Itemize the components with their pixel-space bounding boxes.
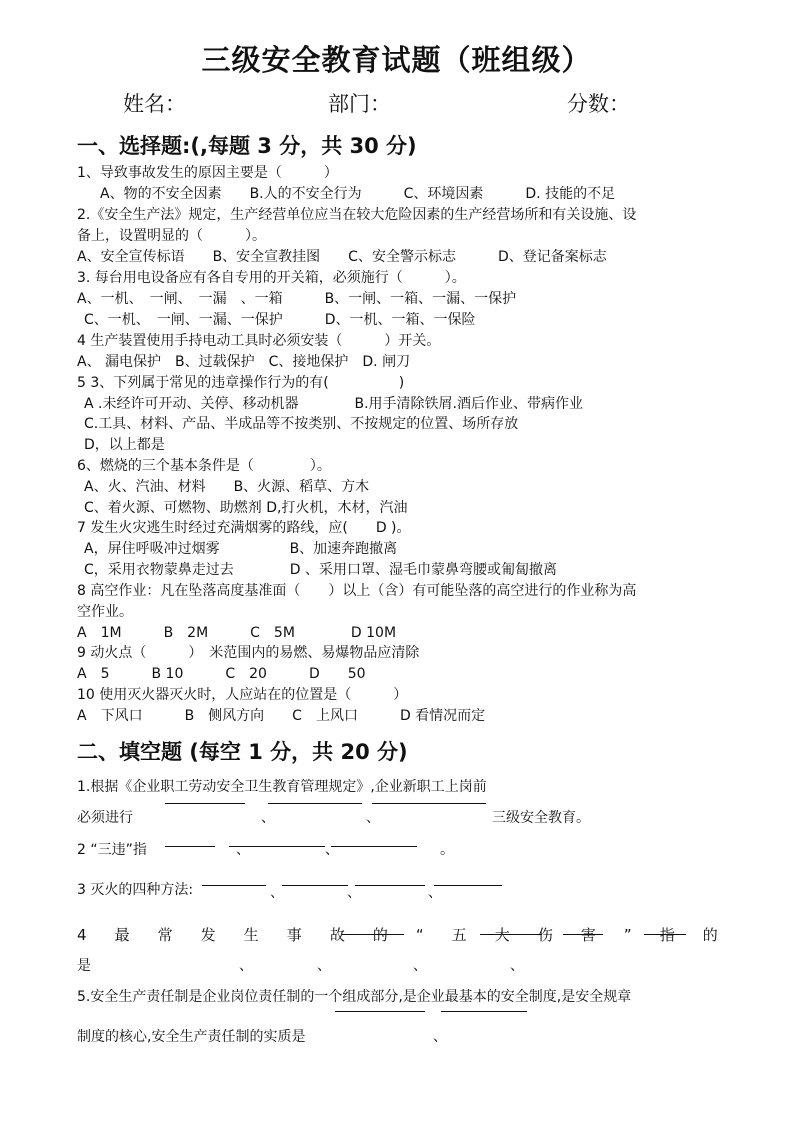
fill-question-2: 2 “三违”指 [77, 842, 147, 858]
answer-blank[interactable] [268, 803, 362, 804]
score-label: 分数： [567, 92, 630, 116]
char: 的 [372, 926, 388, 944]
char: “ [415, 926, 424, 944]
answer-blank[interactable] [441, 1011, 527, 1012]
separator: 、 [239, 958, 253, 974]
period: 。 [440, 842, 454, 858]
answer-blank[interactable] [331, 846, 417, 847]
name-label: 姓名： [123, 92, 186, 116]
question-2: 2.《安全生产法》规定，生产经营单位应当在较大危险因素的生产经营场所和有关设施、设 [77, 207, 637, 223]
answer-blank[interactable] [282, 885, 348, 886]
fill-question-1-cont: 必须进行 [77, 810, 133, 826]
char: 指 [659, 926, 675, 944]
separator: 、 [236, 842, 250, 858]
section-2-heading: 二、填空题 (每空 1 分，共 20 分) [77, 740, 408, 764]
char: 4 [77, 926, 87, 944]
separator: 、 [413, 958, 427, 974]
char: 最 [114, 926, 130, 944]
char: 发 [200, 926, 216, 944]
question-8-cont: 空作业。 [77, 604, 133, 620]
answer-blank[interactable] [563, 934, 603, 935]
question-3-options-ab: A、一机、 一闸、 一漏 、一箱 B、一闸、一箱、一漏、一保护 [77, 291, 517, 307]
question-3: 3. 每台用电设备应有各自专用的开关箱，必须施行（ ）。 [77, 270, 466, 286]
question-8-options: A 1M B 2M C 5M D 10M [77, 625, 397, 641]
char: 的 [702, 926, 718, 944]
char: 故 [329, 926, 345, 944]
question-6: 6、燃烧的三个基本条件是（ ）。 [77, 458, 331, 474]
question-7-options-cd: C，采用衣物蒙鼻走过去 D 、采用口罩、湿毛巾蒙鼻弯腰或匍匐撤离 [84, 562, 558, 578]
question-4-options: A、 漏电保护 B、过载保护 C、接地保护 D. 闸刀 [77, 354, 411, 370]
question-9-options: A 5 B 10 C 20 D 50 [77, 666, 366, 682]
char: 五 [451, 926, 467, 944]
question-2-options: A、安全宣传标语 B、安全宣教挂图 C、安全警示标志 D、登记备案标志 [77, 249, 607, 265]
char: 生 [243, 926, 259, 944]
answer-blank[interactable] [335, 1011, 425, 1012]
answer-blank[interactable] [372, 803, 486, 804]
fill-question-5: 5.安全生产责任制是企业岗位责任制的一个组成部分,是企业最基本的安全制度,是安全规章 [77, 989, 632, 1005]
question-7-options-ab: A，屏住呼吸冲过烟雾 B、加速奔跑撤离 [84, 541, 398, 557]
char: 害 [580, 926, 596, 944]
fill-question-4-cont: 是 [77, 958, 91, 974]
separator: 、 [428, 885, 442, 901]
separator: 、 [347, 885, 361, 901]
question-6-options-ab: A、火、汽油、材料 B、火源、稻草、方木 [84, 479, 370, 495]
fill-question-3: 3 灭火的四种方法: [77, 882, 194, 898]
question-5-option-c: C.工具、材料、产品、半成品等不按类别、不按规定的位置、场所存放 [84, 416, 519, 432]
question-10: 10 使用灭火器灭火时，人应站在的位置是（ ） [77, 687, 408, 703]
question-6-options-cd: C、着火源、可燃物、助燃剂 D,打火机，木材，汽油 [84, 500, 408, 516]
answer-blank[interactable] [342, 934, 404, 935]
question-3-options-cd: C、一机、 一闸、一漏、一保护 D、一机、一箱、一保险 [84, 312, 476, 328]
char: 事 [286, 926, 302, 944]
answer-blank[interactable] [165, 846, 215, 847]
question-5-options-ab: A .未经许可开动、关停、移动机器 B.用手清除铁屑.酒后作业、带病作业 [84, 396, 583, 412]
question-1-options: A、物的不安全因素 B.人的不安全行为 C、环境因素 D. 技能的不足 [100, 186, 616, 202]
char: 常 [157, 926, 173, 944]
question-5-option-d: D，以上都是 [84, 437, 165, 453]
separator: 、 [317, 958, 331, 974]
char: 伤 [537, 926, 553, 944]
section-1-heading: 一、选择题:(,每题 3 分，共 30 分) [77, 134, 417, 158]
separator: 、 [261, 810, 275, 826]
question-8: 8 高空作业：凡在坠落高度基准面（ ）以上（含）有可能坠落的高空进行的作业称为高 [77, 583, 637, 599]
page-title: 三级安全教育试题（班组级） [201, 43, 592, 77]
separator: 、 [433, 1029, 447, 1045]
separator: 、 [270, 885, 284, 901]
answer-blank[interactable] [355, 885, 425, 886]
question-5: 5 3、下列属于常见的违章操作行为的有( ) [77, 375, 405, 391]
separator: 、 [366, 810, 380, 826]
answer-blank[interactable] [202, 885, 266, 886]
question-9: 9 动火点（ ） 米范围内的易燃、易爆物品应清除 [77, 645, 420, 661]
fill-question-1: 1.根据《企业职工劳动安全卫生教育管理规定》,企业新职工上岗前 [77, 779, 487, 795]
question-10-options: A 下风口 B 侧风方向 C 上风口 D 看情况而定 [77, 708, 486, 724]
separator: 、 [510, 958, 524, 974]
answer-blank[interactable] [644, 934, 686, 935]
fill-question-5-cont: 制度的核心,安全生产责任制的实质是 [77, 1029, 306, 1045]
char: ” [623, 926, 632, 944]
char: 大 [494, 926, 510, 944]
question-2-cont: 备上，设置明显的（ ）。 [77, 228, 266, 244]
fill-question-1-end: 三级安全教育。 [492, 810, 590, 826]
separator: 、 [325, 842, 339, 858]
fill-question-4 [77, 926, 718, 944]
question-4: 4 生产装置使用手持电动工具时必须安装（ ）开关。 [77, 333, 441, 349]
answer-blank[interactable] [165, 803, 245, 804]
answer-blank[interactable] [480, 934, 542, 935]
answer-blank[interactable] [434, 885, 502, 886]
department-label: 部门： [328, 92, 391, 116]
question-1: 1、导致事故发生的原因主要是（ ） [77, 165, 338, 181]
question-7: 7 发生火灾逃生时经过充满烟雾的路线，应( D )。 [77, 520, 411, 536]
